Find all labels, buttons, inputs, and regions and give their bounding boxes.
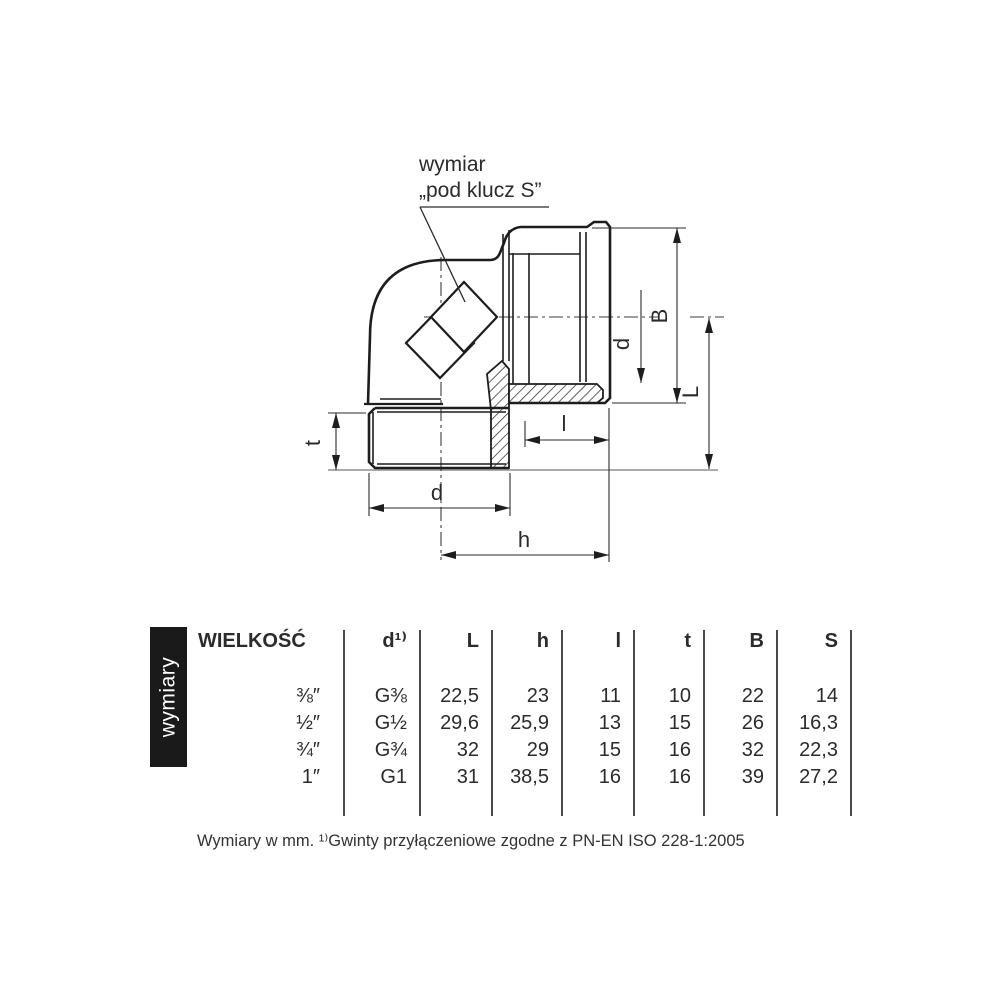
table-cell: 15: [668, 712, 691, 734]
table-cell: G½: [374, 712, 407, 734]
table-cell: 1″: [301, 766, 320, 788]
table-header-d: d¹⁾: [382, 630, 407, 652]
callout-wymiar: wymiar: [419, 153, 486, 176]
elbow-body-outline: [364, 222, 610, 468]
table-cell: 13: [598, 712, 621, 734]
table-cell: 11: [600, 685, 621, 707]
table-header-h: h: [536, 630, 549, 652]
table-cell: 16: [668, 739, 691, 761]
table-cell: 32: [741, 739, 764, 761]
table-cell: 31: [456, 766, 479, 788]
dim-label-d-side: d: [609, 337, 634, 351]
footnote: Wymiary w mm. ¹⁾Gwinty przyłączeniowe zgodne z PN-EN ISO 228-1:2005: [197, 832, 745, 850]
dim-label-h: h: [517, 527, 531, 552]
sidebar-tab-label: wymiary: [156, 656, 180, 738]
table-header-l: l: [615, 630, 621, 652]
table-cell: 32: [456, 739, 479, 761]
dim-label-L: L: [678, 385, 703, 399]
callout-pod-klucz-s: „pod klucz S”: [419, 179, 542, 202]
table-cell: 16: [598, 766, 621, 788]
dim-label-l: l: [561, 411, 567, 436]
table-cell: 22,3: [799, 739, 838, 761]
table-header-L: L: [466, 630, 479, 652]
dim-label-t: t: [300, 439, 325, 447]
table-cell: 29,6: [440, 712, 479, 734]
table-cell: ½″: [296, 712, 320, 734]
table-separator: [850, 630, 852, 816]
table-header-S: S: [824, 630, 838, 652]
table-cell: G¾: [374, 739, 407, 761]
table-cell: 23: [526, 685, 549, 707]
hex-flats: [406, 282, 497, 378]
table-cell: 25,9: [510, 712, 549, 734]
table-cell: 39: [741, 766, 764, 788]
table-cell: G1: [380, 766, 407, 788]
table-cell: 16,3: [799, 712, 838, 734]
table-cell: 29: [526, 739, 549, 761]
table-header-B: B: [749, 630, 764, 652]
table-cell: 14: [815, 685, 838, 707]
table-header-wielkosc: WIELKOŚĆ: [198, 630, 306, 652]
table-cell: ¾″: [296, 739, 320, 761]
table-cell: 22,5: [440, 685, 479, 707]
dim-label-B: B: [647, 308, 672, 324]
dimensions-table: [150, 629, 850, 791]
table-cell: G⅜: [374, 685, 407, 707]
table-cell: 16: [668, 766, 691, 788]
table-cell: 27,2: [799, 766, 838, 788]
table-header-t: t: [684, 630, 691, 652]
table-cell: ⅜″: [296, 685, 320, 707]
table-cell: 15: [598, 739, 621, 761]
table-cell: 38,5: [510, 766, 549, 788]
table-cell: 10: [668, 685, 691, 707]
table-cell: 22: [741, 685, 764, 707]
table-cell: 26: [741, 712, 764, 734]
dim-label-d-bottom: d: [430, 480, 444, 505]
